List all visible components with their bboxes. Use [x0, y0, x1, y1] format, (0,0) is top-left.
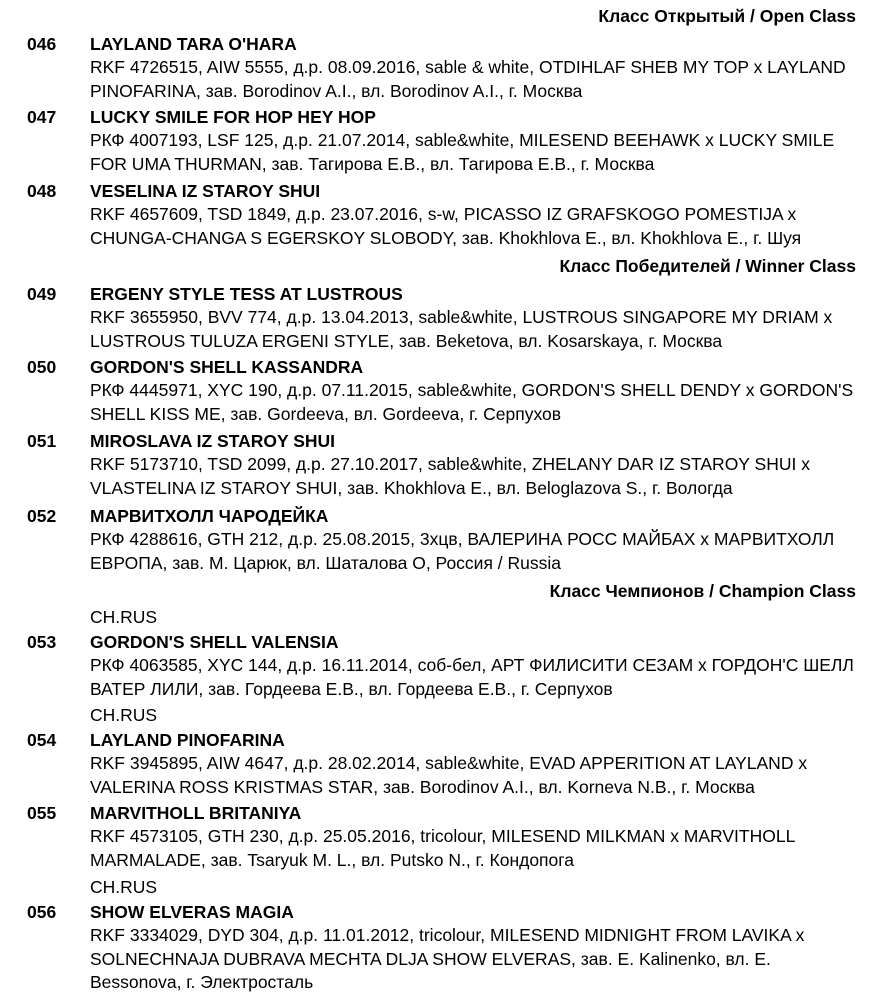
dog-name: GORDON'S SHELL KASSANDRA	[90, 357, 364, 377]
entry-details	[90, 56, 870, 103]
details-line: РКФ 4007193, LSF 125, д.р. 21.07.2014, sable&white, MILESEND BEEHAWK x LUCKY SMILE	[90, 130, 835, 150]
details-line: LUSTROUS TULUZA ERGENI STYLE, зав. Beketova, вл. Kosarskaya, г. Москва	[90, 330, 723, 351]
entry-details	[90, 306, 870, 353]
dog-name: MIROSLAVA IZ STAROY SHUI	[90, 431, 336, 451]
entry-details	[90, 528, 870, 575]
class-header-champion: Класс Чемпионов / Champion Class	[549, 581, 856, 601]
entry-number: 051	[27, 431, 57, 451]
entry-details	[90, 379, 870, 426]
details-line: FOR UMA THURMAN, зав. Тагирова Е.В., вл. Тагирова Е.В., г. Москва	[90, 153, 655, 174]
dog-name: LAYLAND PINOFARINA	[90, 730, 285, 750]
entry-number: 050	[27, 357, 57, 377]
details-line: РКФ 4445971, XYC 190, д.р. 07.11.2015, sable&white, GORDON'S SHELL DENDY x GORDON'S	[90, 380, 854, 400]
details-line: RKF 3655950, BVV 774, д.р. 13.04.2013, sable&white, LUSTROUS SINGAPORE MY DRIAM x	[90, 307, 833, 327]
details-line: ВАТЕР ЛИЛИ, зав. Гордеева Е.В., вл. Гордеева Е.В., г. Серпухов	[90, 678, 613, 699]
dog-name: ERGENY STYLE TESS AT LUSTROUS	[90, 284, 403, 304]
details-line: MARMALADE, зав. Tsaryuk M. L., вл. Putsko N., г. Кондопога	[90, 849, 574, 870]
dog-name: LUCKY SMILE FOR HOP HEY HOP	[90, 107, 376, 127]
details-line: РКФ 4288616, GTH 212, д.р. 25.08.2015, 3хцв, ВАЛЕРИНА РОСС МАЙБАХ x МАРВИТХОЛЛ	[90, 529, 835, 549]
dog-name: МАРВИТХОЛЛ ЧАРОДЕЙКА	[90, 506, 329, 526]
details-line: RKF 4657609, TSD 1849, д.р. 23.07.2016, s-w, PICASSO IZ GRAFSKOGO POMESTIJA x	[90, 204, 797, 224]
entry-number: 048	[27, 181, 57, 201]
details-line: VLASTELINA IZ STAROY SHUI, зав. Khokhlova E., вл. Beloglazova S., г. Вологда	[90, 477, 733, 498]
entry-details	[90, 752, 870, 799]
entry-number: 047	[27, 107, 57, 127]
title-ch-rus: CH.RUS	[90, 877, 158, 897]
details-line: RKF 3334029, DYD 304, д.р. 11.01.2012, tricolour, MILESEND MIDNIGHT FROM LAVIKA x	[90, 925, 805, 945]
details-line: RKF 4573105, GTH 230, д.р. 25.05.2016, tricolour, MILESEND MILKMAN x MARVITHOLL	[90, 826, 796, 846]
details-line: CHUNGA-CHANGA S EGERSKOY SLOBODY, зав. Khokhlova E., вл. Khokhlova E., г. Шуя	[90, 227, 802, 248]
title-ch-rus: CH.RUS	[90, 607, 158, 627]
entry-number: 049	[27, 284, 57, 304]
details-line: РКФ 4063585, XYC 144, д.р. 16.11.2014, соб-бел, АРТ ФИЛИСИТИ СЕЗАМ x ГОРДОН'С ШЕЛЛ	[90, 655, 854, 675]
entry-details	[90, 203, 870, 250]
entry-number: 046	[27, 34, 57, 54]
entry-details	[90, 825, 870, 872]
title-ch-rus: CH.RUS	[90, 705, 158, 725]
dog-name: SHOW ELVERAS MAGIA	[90, 902, 294, 922]
entry-details	[90, 453, 870, 500]
entry-details	[90, 129, 870, 176]
details-line: SHELL KISS ME, зав. Gordeeva, вл. Gordeeva, г. Серпухов	[90, 403, 562, 424]
details-line: RKF 5173710, TSD 2099, д.р. 27.10.2017, sable&white, ZHELANY DAR IZ STAROY SHUI x	[90, 454, 810, 474]
entry-details	[90, 654, 870, 701]
details-line: PINOFARINA, зав. Borodinov A.I., вл. Borodinov A.I., г. Москва	[90, 80, 583, 101]
details-line: Bessonova, г. Электросталь	[90, 972, 314, 992]
dog-name: LAYLAND TARA O'HARA	[90, 34, 297, 54]
details-line: ЕВРОПА, зав. М. Царюк, вл. Шаталова О, Россия / Russia	[90, 552, 562, 573]
dog-name: GORDON'S SHELL VALENSIA	[90, 632, 339, 652]
entry-details	[90, 924, 870, 995]
entry-number: 052	[27, 506, 57, 526]
details-line: VALERINA ROSS KRISTMAS STAR, зав. Borodinov A.I., вл. Korneva N.B., г. Москва	[90, 776, 755, 797]
entry-number: 055	[27, 803, 57, 823]
entry-number: 054	[27, 730, 57, 750]
dog-name: VESELINA IZ STAROY SHUI	[90, 181, 321, 201]
entry-number: 056	[27, 902, 57, 922]
details-line: RKF 4726515, AIW 5555, д.р. 08.09.2016, sable & white, OTDIHLAF SHEB MY TOP x LAYLAND	[90, 57, 846, 77]
dog-name: MARVITHOLL BRITANIYA	[90, 803, 302, 823]
class-header-winner: Класс Победителей / Winner Class	[559, 256, 856, 276]
entry-number: 053	[27, 632, 57, 652]
details-line: SOLNECHNAJA DUBRAVA MECHTA DLJA SHOW ELVERAS, зав. E. Kalinenko, вл. E.	[90, 948, 771, 969]
class-header-open: Класс Открытый / Open Class	[598, 6, 856, 26]
details-line: RKF 3945895, AIW 4647, д.р. 28.02.2014, sable&white, EVAD APPERITION AT LAYLAND x	[90, 753, 808, 773]
